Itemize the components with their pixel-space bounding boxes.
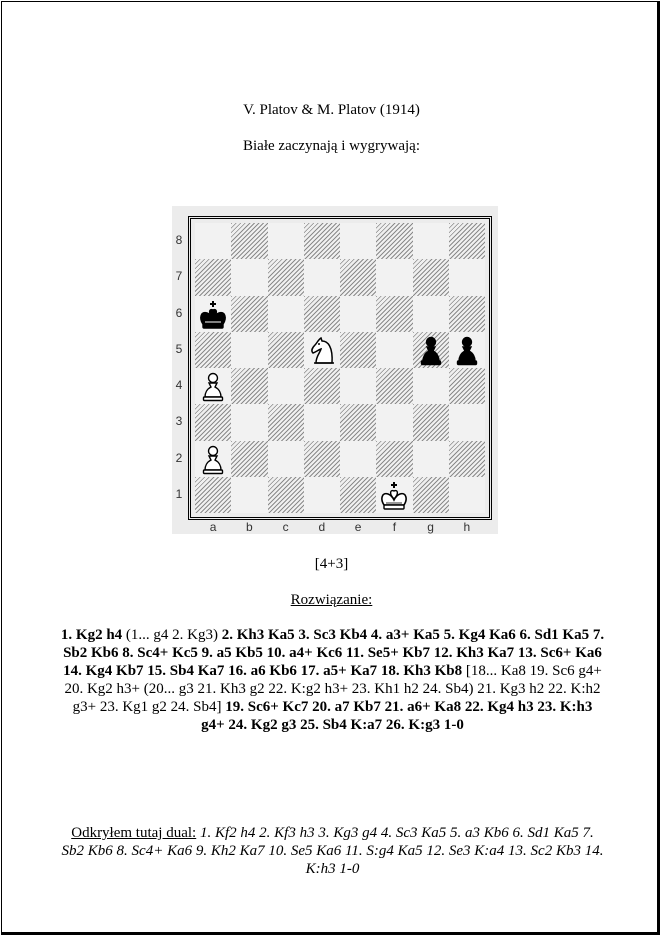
square-f8	[376, 223, 412, 259]
square-a1	[195, 477, 231, 513]
file-label: f	[392, 520, 397, 534]
square-a5	[195, 332, 231, 368]
white-king-icon	[376, 477, 412, 513]
square-c3	[268, 404, 304, 440]
square-g6	[413, 296, 449, 332]
square-d4	[304, 368, 340, 404]
square-f5	[376, 332, 412, 368]
file-label: d	[318, 520, 326, 534]
rank-label: 8	[175, 233, 183, 248]
square-b8	[231, 223, 267, 259]
file-label: c	[282, 520, 289, 534]
square-g3	[413, 404, 449, 440]
square-a3	[195, 404, 231, 440]
rank-label: 4	[175, 378, 183, 393]
square-h2	[449, 441, 485, 477]
dual-text	[60, 824, 605, 878]
square-h3	[449, 404, 485, 440]
square-e8	[340, 223, 376, 259]
square-g7	[413, 259, 449, 295]
file-label: e	[354, 520, 362, 534]
square-c8	[268, 223, 304, 259]
rank-label: 5	[175, 341, 183, 356]
square-g2	[413, 441, 449, 477]
square-b5	[231, 332, 267, 368]
rank-label: 3	[175, 414, 183, 429]
chess-board	[188, 216, 492, 520]
solution-heading: Rozwiązanie:	[290, 592, 373, 608]
square-g1	[413, 477, 449, 513]
square-f6	[376, 296, 412, 332]
square-b6	[231, 296, 267, 332]
solution-text	[60, 626, 605, 734]
square-d3	[304, 404, 340, 440]
solution-main-1: 1. Kg2 h4	[60, 627, 123, 643]
square-h8	[449, 223, 485, 259]
square-f4	[376, 368, 412, 404]
solution-variation-2: [18... Ka8 19. Sc6 g4+ 20. Kg2 h3+ (20... g3 21. Kh3 g2 22. K:g2 h3+ 23. Kh1 h2 24. Sb4) 21. Kg3 h2 22. K:h2 g3+ 23. Kg1 g2 24. Sb4]	[64, 663, 602, 715]
dual-label: Odkryłem tutaj dual:	[71, 825, 197, 841]
black-king-icon	[195, 296, 231, 332]
square-b1	[231, 477, 267, 513]
square-d1	[304, 477, 340, 513]
rank-label: 2	[175, 450, 183, 465]
square-e5	[340, 332, 376, 368]
document-page	[1, 1, 660, 935]
square-c5	[268, 332, 304, 368]
solution-main-3: 19. Sc6+ Kc7 20. a7 Kb7 21. a6+ Ka8 22. Kg4 h3 23. K:h3 g4+ 24. Kg2 g3 25. Sb4 K:a7 26. K:g3 1-0	[201, 699, 593, 733]
solution-main-2: 2. Kh3 Ka5 3. Sc3 Kb4 4. a3+ Ka5 5. Kg4 Ka6 6. Sd1 Ka5 7. Sb2 Kb6 8. Sc4+ Kc5 9. a5 Kb5 10. a4+ Kc6 11. Se5+ Kb7 12. Kh3 Ka7 13. Sc6+ Ka6 14. Kg4 Kb7 15. Sb4 Ka7 16. a6 Kb6 17. a5+ Ka7 18. Kh3 Kb8	[63, 627, 605, 679]
square-e1	[340, 477, 376, 513]
file-label: h	[463, 520, 471, 534]
solution-variation-1: (1... g4 2. Kg3)	[122, 627, 222, 643]
square-b7	[231, 259, 267, 295]
square-b4	[231, 368, 267, 404]
square-f7	[376, 259, 412, 295]
dual-moves: 1. Kf2 h4 2. Kf3 h3 3. Kg3 g4 4. Sc3 Ka5 5. a3 Kb6 6. Sd1 Ka5 7. Sb2 Kb6 8. Sc4+ Ka6 9. Kh2 Ka7 10. Se5 Ka6 11. S:g4 Ka5 12. Se3 K:a4 13. Sc2 Kb3 14. K:h3 1-0	[61, 825, 604, 877]
rank-label: 7	[175, 269, 183, 284]
square-d2	[304, 441, 340, 477]
square-d7	[304, 259, 340, 295]
piece-count: [4+3]	[314, 556, 349, 572]
problem-task: Białe zaczynają i wygrywają:	[243, 138, 420, 154]
square-b3	[231, 404, 267, 440]
file-label: b	[246, 520, 253, 534]
square-e4	[340, 368, 376, 404]
white-knight-icon	[304, 332, 340, 368]
square-h1	[449, 477, 485, 513]
square-h4	[449, 368, 485, 404]
square-d6	[304, 296, 340, 332]
white-pawn-icon	[195, 441, 231, 477]
problem-title: V. Platov & M. Platov (1914)	[243, 102, 420, 118]
square-h6	[449, 296, 485, 332]
square-c2	[268, 441, 304, 477]
square-a8	[195, 223, 231, 259]
square-c6	[268, 296, 304, 332]
square-e3	[340, 404, 376, 440]
chess-diagram	[172, 206, 498, 534]
board-squares	[195, 223, 485, 513]
square-e7	[340, 259, 376, 295]
rank-label: 6	[175, 305, 183, 320]
rank-label: 1	[175, 486, 183, 501]
square-f2	[376, 441, 412, 477]
square-d8	[304, 223, 340, 259]
file-label: a	[209, 520, 217, 534]
square-e2	[340, 441, 376, 477]
square-h7	[449, 259, 485, 295]
black-pawn-icon	[413, 332, 449, 368]
square-g4	[413, 368, 449, 404]
square-a7	[195, 259, 231, 295]
square-b2	[231, 441, 267, 477]
square-c4	[268, 368, 304, 404]
white-pawn-icon	[195, 368, 231, 404]
square-c1	[268, 477, 304, 513]
square-g8	[413, 223, 449, 259]
square-f3	[376, 404, 412, 440]
square-e6	[340, 296, 376, 332]
square-c7	[268, 259, 304, 295]
black-pawn-icon	[449, 332, 485, 368]
file-label: g	[427, 520, 434, 534]
